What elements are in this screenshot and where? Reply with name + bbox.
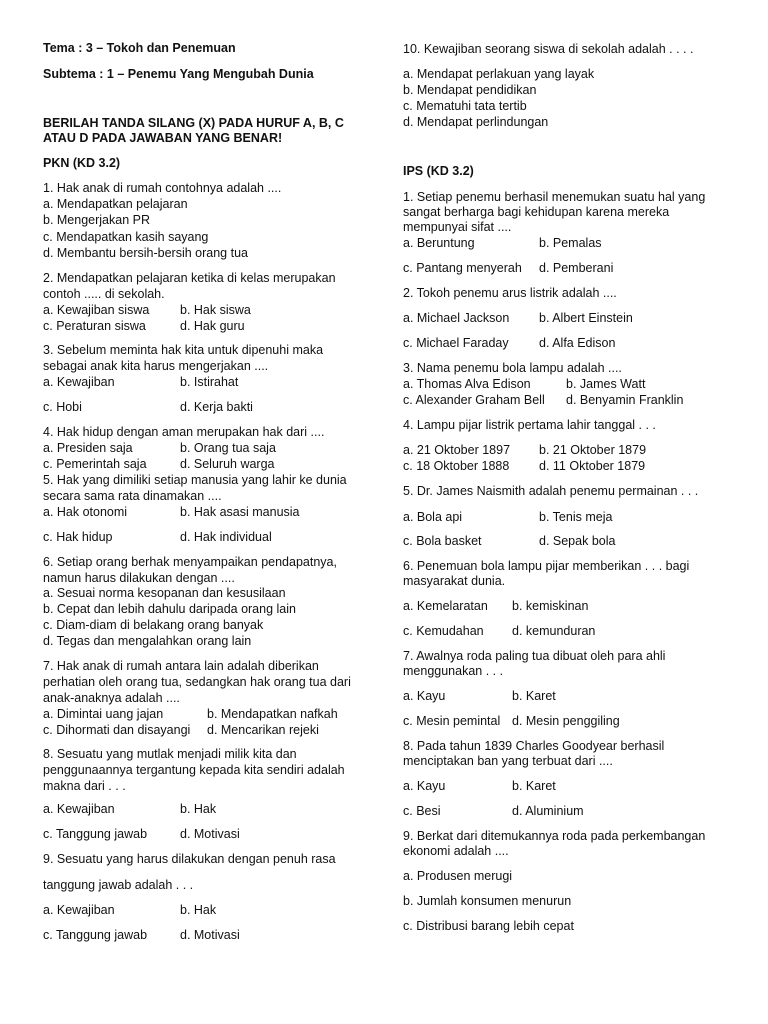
- ips-q3-question: 3. Nama penemu bola lampu adalah ....: [403, 361, 622, 375]
- ips-q9-question-line2: ekonomi adalah ....: [403, 844, 509, 858]
- pkn-q8-option-d: d. Motivasi: [180, 827, 240, 841]
- pkn-q8-option-b: b. Hak: [180, 802, 217, 816]
- ips-q3-option-c: c. Alexander Graham Bell: [403, 393, 545, 407]
- pkn-q6-option-a: a. Sesuai norma kesopanan dan kesusilaan: [43, 586, 286, 600]
- pkn-q8-option-a: a. Kewajiban: [43, 802, 115, 816]
- pkn-q1-option-a: a. Mendapatkan pelajaran: [43, 197, 188, 211]
- pkn-q9-option-a: a. Kewajiban: [43, 903, 115, 917]
- pkn-q7-option-a: a. Dimintai uang jajan: [43, 707, 164, 721]
- ips-q6-option-b: b. kemiskinan: [512, 599, 589, 613]
- pkn-q3-option-c: c. Hobi: [43, 400, 82, 414]
- ips-q4-option-d: d. 11 Oktober 1879: [539, 459, 646, 473]
- ips-q8-question-line2: menciptakan ban yang terbuat dari ....: [403, 754, 613, 768]
- pkn-q4-option-c: c. Pemerintah saja: [43, 457, 147, 471]
- pkn-q9-question-line2: tanggung jawab adalah . . .: [43, 878, 194, 892]
- ips-q2-option-a: a. Michael Jackson: [403, 311, 510, 325]
- pkn-q8-question-line3: makna dari . . .: [43, 779, 126, 793]
- pkn-q1-option-d: d. Membantu bersih-bersih orang tua: [43, 246, 248, 260]
- pkn-q6-option-b: b. Cepat dan lebih dahulu daripada orang lain: [43, 602, 296, 616]
- pkn-q10-question: 10. Kewajiban seorang siswa di sekolah adalah . . . .: [403, 42, 694, 56]
- ips-q6-option-d: d. kemunduran: [512, 624, 596, 638]
- ips-q9-option-c: c. Distribusi barang lebih cepat: [403, 919, 574, 933]
- pkn-q7-option-c: c. Dihormati dan disayangi: [43, 723, 191, 737]
- tema-title: Tema : 3 – Tokoh dan Penemuan: [43, 41, 236, 55]
- ips-q7-option-d: d. Mesin penggiling: [512, 714, 620, 728]
- pkn-q7-question-line3: anak-anaknya adalah ....: [43, 691, 180, 705]
- pkn-q2-question-line1: 2. Mendapatkan pelajaran ketika di kelas merupakan: [43, 271, 336, 285]
- pkn-q5-option-b: b. Hak asasi manusia: [180, 505, 300, 519]
- ips-q4-option-a: a. 21 Oktober 1897: [403, 443, 511, 457]
- pkn-q4-option-d: d. Seluruh warga: [180, 457, 275, 471]
- ips-q6-option-c: c. Kemudahan: [403, 624, 484, 638]
- instruction-line-1: BERILAH TANDA SILANG (X) PADA HURUF A, B, C: [43, 116, 344, 130]
- pkn-q3-option-b: b. Istirahat: [180, 375, 239, 389]
- ips-q3-option-b: b. James Watt: [566, 377, 646, 391]
- pkn-q7-question-line2: perhatian oleh orang tua, sedangkan hak orang tua dari: [43, 675, 351, 689]
- ips-q6-option-a: a. Kemelaratan: [403, 599, 488, 613]
- ips-q5-option-b: b. Tenis meja: [539, 510, 613, 524]
- ips-q1-option-b: b. Pemalas: [539, 236, 602, 250]
- ips-q7-option-c: c. Mesin pemintal: [403, 714, 501, 728]
- subtema-title: Subtema : 1 – Penemu Yang Mengubah Dunia: [43, 67, 314, 81]
- ips-q1-option-a: a. Beruntung: [403, 236, 475, 250]
- pkn-q2-option-c: c. Peraturan siswa: [43, 319, 146, 333]
- pkn-q2-option-a: a. Kewajiban siswa: [43, 303, 150, 317]
- pkn-q9-option-c: c. Tanggung jawab: [43, 928, 148, 942]
- ips-q1-question-line1: 1. Setiap penemu berhasil menemukan suatu hal yang: [403, 190, 706, 204]
- pkn-q5-question-line1: 5. Hak yang dimiliki setiap manusia yang lahir ke dunia: [43, 473, 347, 487]
- pkn-q7-option-d: d. Mencarikan rejeki: [207, 723, 319, 737]
- pkn-q2-option-d: d. Hak guru: [180, 319, 245, 333]
- ips-q1-option-c: c. Pantang menyerah: [403, 261, 522, 275]
- pkn-q3-question-line1: 3. Sebelum meminta hak kita untuk dipenuhi maka: [43, 343, 324, 357]
- pkn-q5-option-d: d. Hak individual: [180, 530, 272, 544]
- pkn-q3-option-a: a. Kewajiban: [43, 375, 115, 389]
- ips-q2-option-b: b. Albert Einstein: [539, 311, 633, 325]
- pkn-q4-question: 4. Hak hidup dengan aman merupakan hak dari ....: [43, 425, 325, 439]
- ips-q8-option-a: a. Kayu: [403, 779, 446, 793]
- instruction-line-2: ATAU D PADA JAWABAN YANG BENAR!: [43, 131, 283, 145]
- ips-q4-option-b: b. 21 Oktober 1879: [539, 443, 647, 457]
- ips-q5-option-c: c. Bola basket: [403, 534, 482, 548]
- pkn-q6-question-line2: namun harus dilakukan dengan ....: [43, 571, 235, 585]
- pkn-q10-option-c: c. Mematuhi tata tertib: [403, 99, 527, 113]
- ips-q3-option-d: d. Benyamin Franklin: [566, 393, 684, 407]
- ips-q8-option-d: d. Aluminium: [512, 804, 584, 818]
- ips-q5-question: 5. Dr. James Naismith adalah penemu permainan . . .: [403, 484, 699, 498]
- pkn-q5-option-a: a. Hak otonomi: [43, 505, 128, 519]
- pkn-q4-option-b: b. Orang tua saja: [180, 441, 276, 455]
- pkn-q2-option-b: b. Hak siswa: [180, 303, 251, 317]
- ips-q5-option-d: d. Sepak bola: [539, 534, 616, 548]
- ips-q1-question-line3: mempunyai sifat ....: [403, 220, 512, 234]
- pkn-q10-option-d: d. Mendapat perlindungan: [403, 115, 549, 129]
- pkn-q7-option-b: b. Mendapatkan nafkah: [207, 707, 338, 721]
- pkn-q8-option-c: c. Tanggung jawab: [43, 827, 148, 841]
- ips-q4-option-c: c. 18 Oktober 1888: [403, 459, 510, 473]
- pkn-q5-option-c: c. Hak hidup: [43, 530, 113, 544]
- ips-q8-option-b: b. Karet: [512, 779, 556, 793]
- pkn-q3-option-d: d. Kerja bakti: [180, 400, 253, 414]
- ips-heading: IPS (KD 3.2): [403, 164, 474, 178]
- ips-q1-option-d: d. Pemberani: [539, 261, 614, 275]
- ips-q7-question-line2: menggunakan . . .: [403, 664, 504, 678]
- pkn-q6-option-c: c. Diam-diam di belakang orang banyak: [43, 618, 264, 632]
- ips-q2-question: 2. Tokoh penemu arus listrik adalah ....: [403, 286, 617, 300]
- ips-q6-question-line2: masyarakat dunia.: [403, 574, 506, 588]
- pkn-q6-question-line1: 6. Setiap orang berhak menyampaikan pendapatnya,: [43, 555, 337, 569]
- ips-q5-option-a: a. Bola api: [403, 510, 463, 524]
- pkn-q8-question-line1: 8. Sesuatu yang mutlak menjadi milik kita dan: [43, 747, 297, 761]
- pkn-q9-option-b: b. Hak: [180, 903, 217, 917]
- pkn-q7-question-line1: 7. Hak anak di rumah antara lain adalah diberikan: [43, 659, 319, 673]
- ips-q2-option-d: d. Alfa Edison: [539, 336, 616, 350]
- pkn-q1-question: 1. Hak anak di rumah contohnya adalah ....: [43, 181, 282, 195]
- pkn-q1-option-c: c. Mendapatkan kasih sayang: [43, 230, 209, 244]
- pkn-q10-option-b: b. Mendapat pendidikan: [403, 83, 537, 97]
- pkn-q6-option-d: d. Tegas dan mengalahkan orang lain: [43, 634, 252, 648]
- ips-q4-question: 4. Lampu pijar listrik pertama lahir tanggal . . .: [403, 418, 656, 432]
- pkn-q5-question-line2: secara sama rata dinamakan ....: [43, 489, 222, 503]
- ips-q7-option-b: b. Karet: [512, 689, 556, 703]
- pkn-q1-option-b: b. Mengerjakan PR: [43, 213, 151, 227]
- pkn-heading: PKN (KD 3.2): [43, 156, 121, 170]
- pkn-q8-question-line2: penggunaannya tergantung kepada kita sendiri adalah: [43, 763, 345, 777]
- ips-q2-option-c: c. Michael Faraday: [403, 336, 509, 350]
- ips-q9-option-a: a. Produsen merugi: [403, 869, 513, 883]
- pkn-q4-option-a: a. Presiden saja: [43, 441, 133, 455]
- pkn-q10-option-a: a. Mendapat perlakuan yang layak: [403, 67, 595, 81]
- ips-q9-option-b: b. Jumlah konsumen menurun: [403, 894, 572, 908]
- ips-q7-option-a: a. Kayu: [403, 689, 446, 703]
- pkn-q9-question-line1: 9. Sesuatu yang harus dilakukan dengan penuh rasa: [43, 852, 336, 866]
- ips-q6-question-line1: 6. Penemuan bola lampu pijar memberikan . . . bagi: [403, 559, 690, 573]
- ips-q8-question-line1: 8. Pada tahun 1839 Charles Goodyear berhasil: [403, 739, 665, 753]
- ips-q9-question-line1: 9. Berkat dari ditemukannya roda pada perkembangan: [403, 829, 706, 843]
- ips-q3-option-a: a. Thomas Alva Edison: [403, 377, 531, 391]
- pkn-q3-question-line2: sebagai anak kita harus mengerjakan ....: [43, 359, 269, 373]
- pkn-q2-question-line2: contoh ..... di sekolah.: [43, 287, 165, 301]
- ips-q1-question-line2: sangat berharga bagi kehidupan karena mereka: [403, 205, 670, 219]
- ips-q8-option-c: c. Besi: [403, 804, 441, 818]
- ips-q7-question-line1: 7. Awalnya roda paling tua dibuat oleh para ahli: [403, 649, 666, 663]
- pkn-q9-option-d: d. Motivasi: [180, 928, 240, 942]
